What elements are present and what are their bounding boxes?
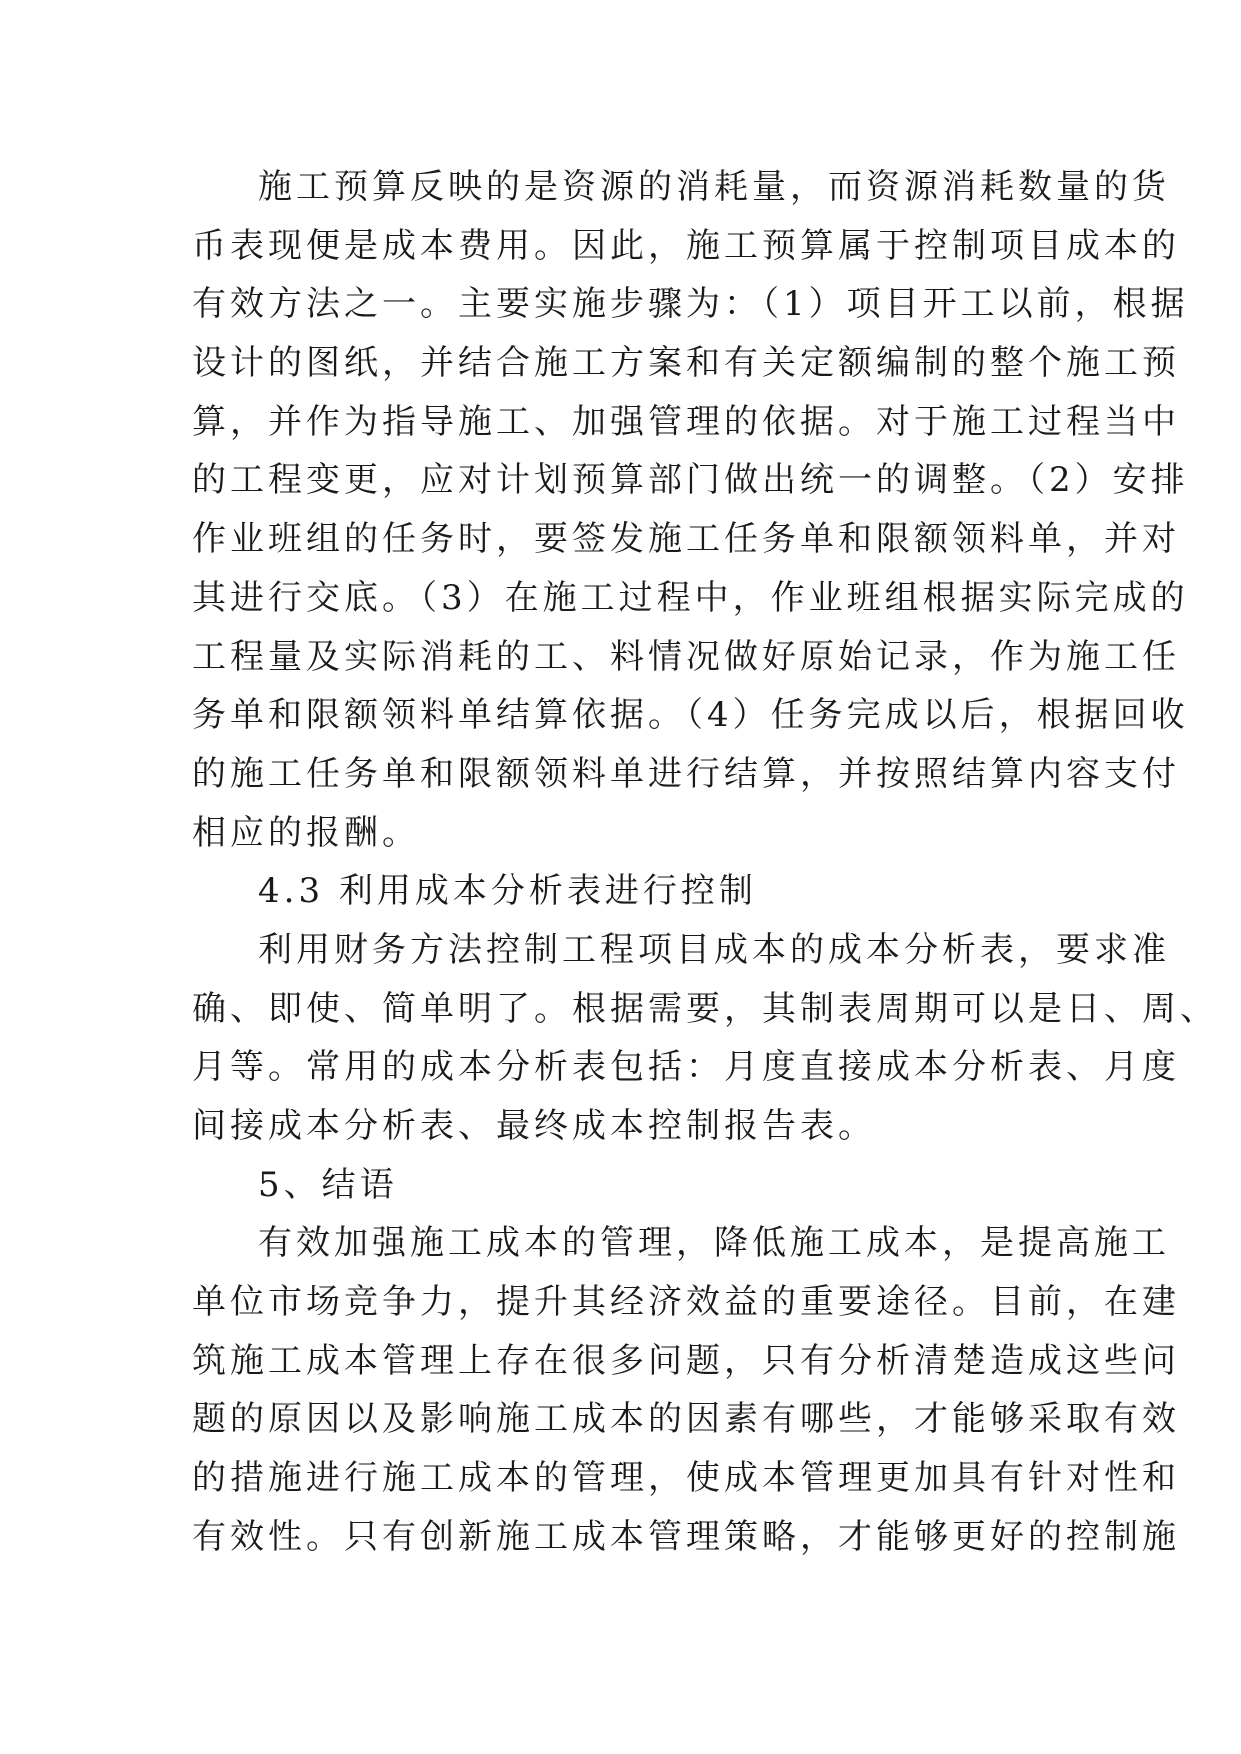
paragraph-line: 单位市场竞争力，提升其经济效益的重要途径。目前，在建 [192, 1282, 1180, 1323]
paragraph-cost-budget [192, 158, 1189, 862]
paragraph-cost-analysis-table [192, 921, 1218, 1156]
paragraph-line: 算，并作为指导施工、加强管理的依据。对于施工过程当中 [192, 401, 1180, 442]
paragraph-line: 确、即使、简单明了。根据需要，其制表周期可以是日、周、 [192, 988, 1218, 1029]
paragraph-line: 题的原因以及影响施工成本的因素有哪些，才能够采取有效 [192, 1399, 1180, 1440]
section-heading-4-3: 4.3 利用成本分析表进行控制 [258, 871, 757, 912]
paragraph-line: 工程量及实际消耗的工、料情况做好原始记录，作为施工任 [192, 636, 1180, 677]
paragraph-line: 相应的报酬。 [192, 812, 420, 853]
paragraph-conclusion [192, 1214, 1180, 1566]
paragraph-line: 的工程变更，应对计划预算部门做出统一的调整。（2）安排 [192, 460, 1189, 501]
paragraph-line: 有效性。只有创新施工成本管理策略，才能够更好的控制施 [192, 1516, 1180, 1557]
paragraph-line: 的施工任务单和限额领料单进行结算，并按照结算内容支付 [192, 753, 1180, 794]
paragraph-line: 有效方法之一。主要实施步骤为：（1）项目开工以前，根据 [192, 284, 1189, 325]
paragraph-line: 作业班组的任务时，要签发施工任务单和限额领料单，并对 [192, 519, 1180, 560]
section-heading-5: 5、结语 [258, 1164, 398, 1205]
paragraph-line: 有效加强施工成本的管理，降低施工成本，是提高施工 [258, 1223, 1170, 1264]
paragraph-line: 筑施工成本管理上存在很多问题，只有分析清楚造成这些问 [192, 1340, 1180, 1381]
document-body [192, 158, 1218, 1567]
paragraph-line: 设计的图纸，并结合施工方案和有关定额编制的整个施工预 [192, 343, 1180, 384]
paragraph-line: 月等。常用的成本分析表包括：月度直接成本分析表、月度 [192, 1047, 1180, 1088]
paragraph-line: 间接成本分析表、最终成本控制报告表。 [192, 1106, 876, 1146]
paragraph-line: 务单和限额领料单结算依据。（4）任务完成以后，根据回收 [192, 695, 1189, 736]
paragraph-line: 的措施进行施工成本的管理，使成本管理更加具有针对性和 [192, 1458, 1180, 1499]
paragraph-line: 币表现便是成本费用。因此，施工预算属于控制项目成本的 [192, 225, 1180, 266]
paragraph-line: 其进行交底。（3）在施工过程中，作业班组根据实际完成的 [192, 577, 1189, 618]
paragraph-line: 施工预算反映的是资源的消耗量，而资源消耗数量的货 [258, 167, 1170, 207]
paragraph-line: 利用财务方法控制工程项目成本的成本分析表，要求准 [258, 929, 1170, 970]
